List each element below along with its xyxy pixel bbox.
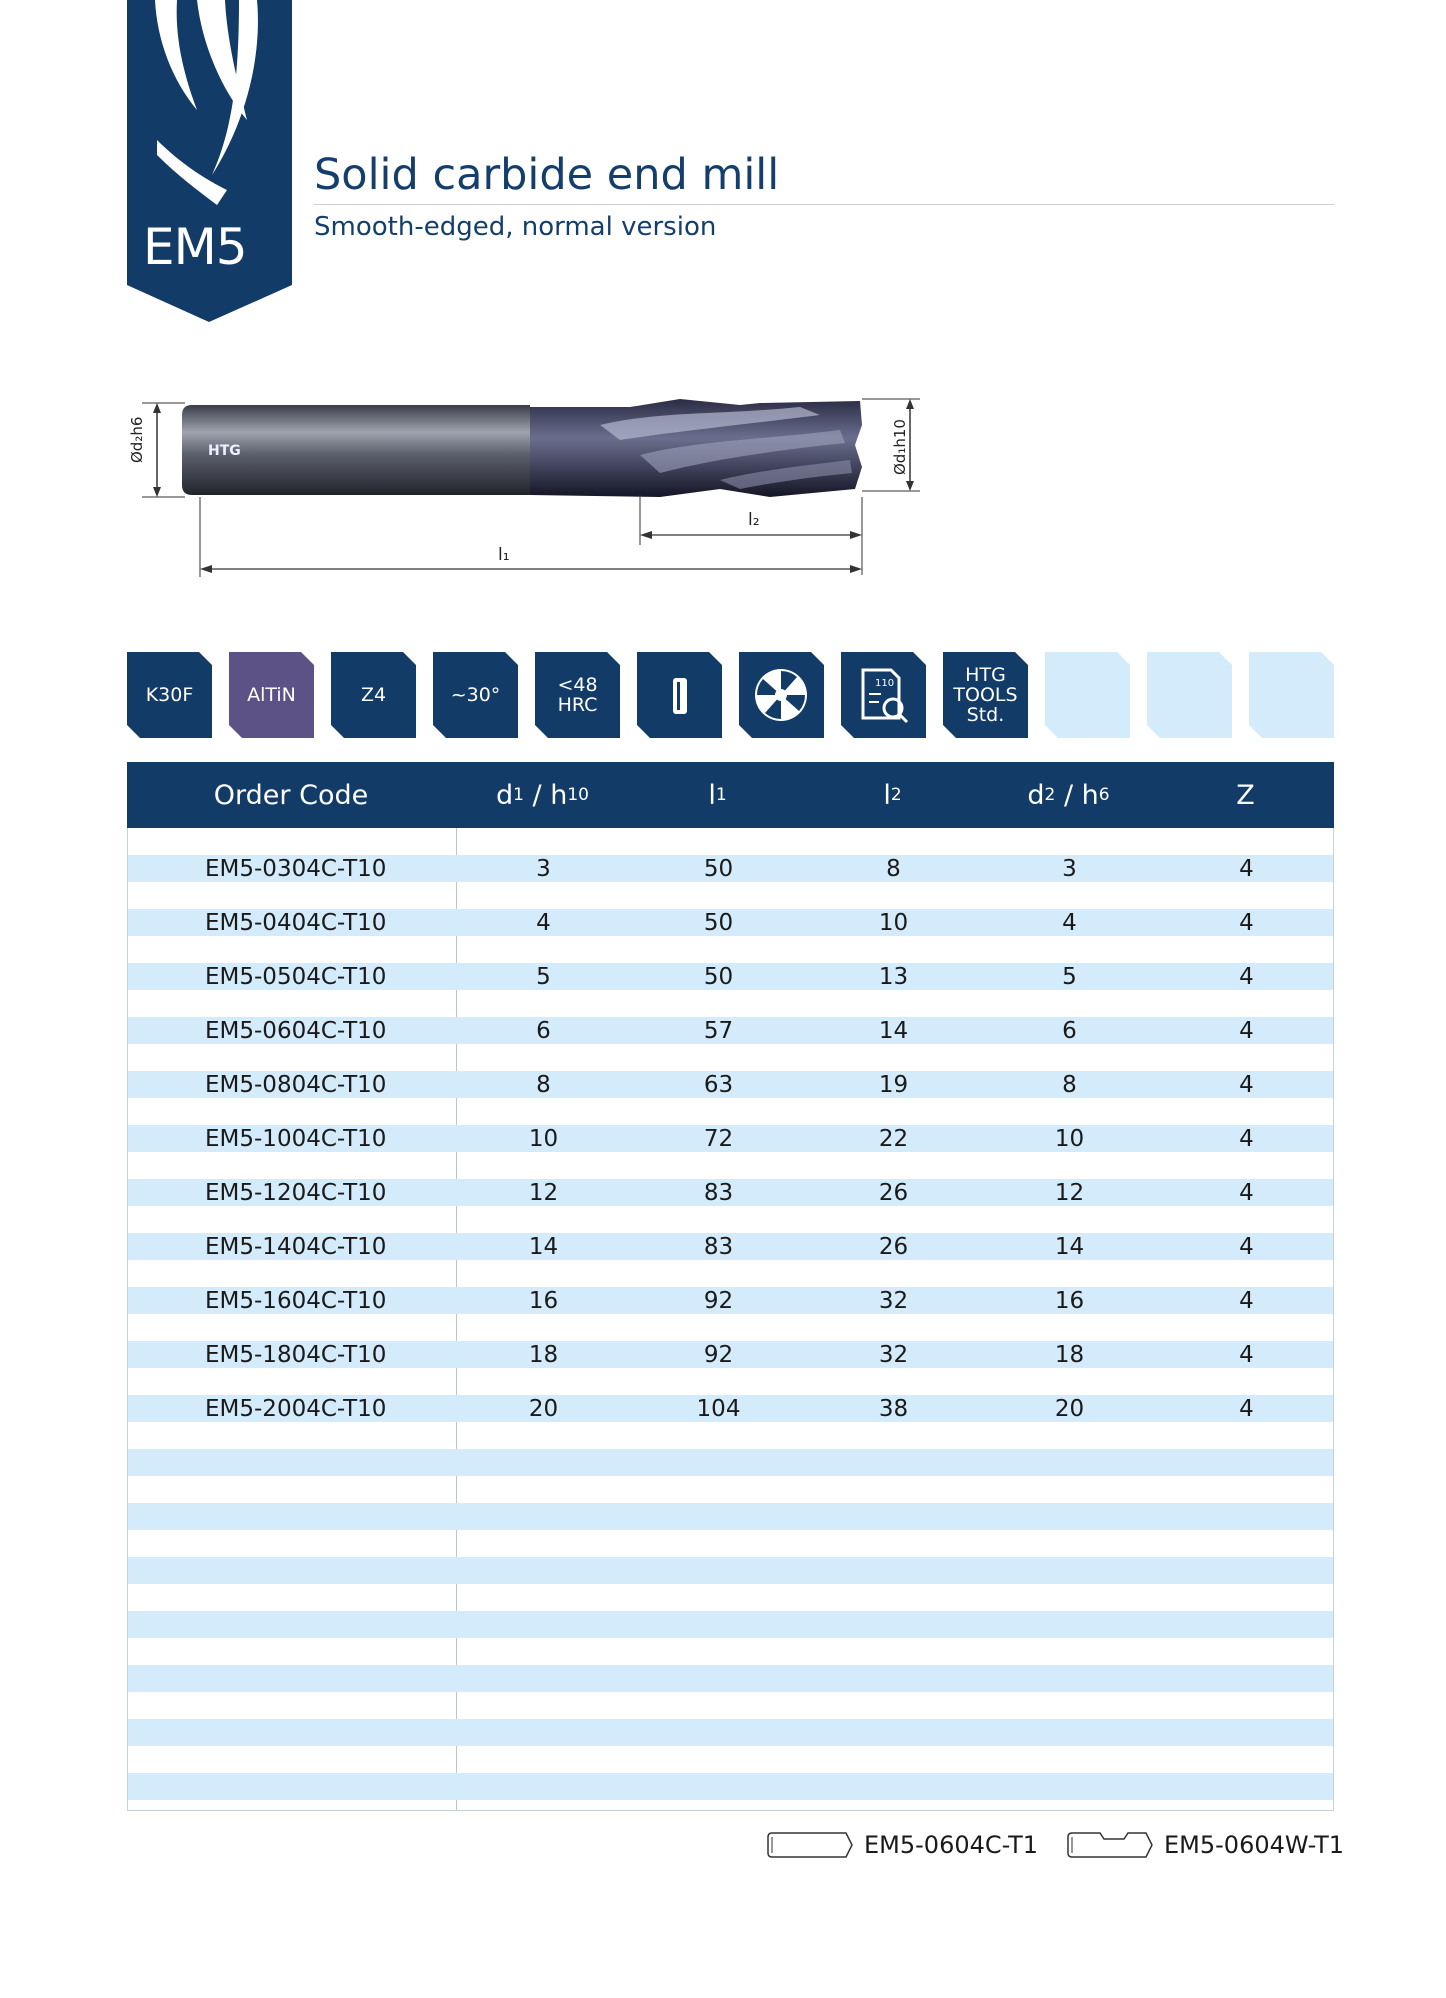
table-row (128, 946, 1333, 1000)
cell-code: EM5-1004C-T10 (205, 1125, 387, 1152)
cell-code: EM5-0304C-T10 (205, 855, 387, 882)
flute-cross-section-icon (755, 669, 807, 721)
cell-l2: 32 (878, 1287, 909, 1314)
footer-ref-2 (1066, 1830, 1344, 1860)
cell-code: EM5-2004C-T10 (205, 1395, 387, 1422)
property-empty (1045, 652, 1130, 738)
cell-d1: 5 (536, 963, 551, 990)
cell-d2: 6 (1062, 1017, 1077, 1044)
table-row (128, 1000, 1333, 1054)
table-row (128, 1378, 1333, 1432)
cell-z: 4 (1239, 1233, 1254, 1260)
cell-l2: 19 (878, 1071, 909, 1098)
svg-text:110: 110 (875, 678, 895, 689)
cell-z: 4 (1239, 1395, 1254, 1422)
weldon-shank-icon (1066, 1831, 1154, 1859)
order-table (127, 762, 1334, 1811)
cell-d2: 12 (1054, 1179, 1085, 1206)
property-icons (127, 652, 1334, 738)
cell-z: 4 (1239, 855, 1254, 882)
cell-d1: 14 (528, 1233, 559, 1260)
table-row (128, 1108, 1333, 1162)
l2-dimension-label: l₂ (748, 510, 760, 530)
footer-ref-2-code: EM5-0604W-T1 (1164, 1831, 1345, 1859)
property-label: HTG TOOLS Std. (953, 664, 1018, 726)
table-row (128, 1432, 1333, 1486)
cell-l1: 72 (703, 1125, 734, 1152)
table-row (128, 838, 1333, 892)
cell-code: EM5-0504C-T10 (205, 963, 387, 990)
cell-l1: 50 (703, 855, 734, 882)
footer-ref-1 (766, 1830, 1038, 1860)
brand-mark: HTG (208, 443, 241, 459)
cell-d1: 20 (528, 1395, 559, 1422)
table-row (128, 1216, 1333, 1270)
cell-l2: 22 (878, 1125, 909, 1152)
cell-z: 4 (1239, 1071, 1254, 1098)
property-badge (943, 652, 1028, 738)
table-row (128, 1054, 1333, 1108)
cell-l2: 26 (878, 1233, 909, 1260)
cell-d1: 16 (528, 1287, 559, 1314)
cell-l1: 83 (703, 1233, 734, 1260)
property-label: AlTiN (247, 684, 296, 706)
cell-l1: 92 (703, 1341, 734, 1368)
d1-dimension-label: Ød₁h10 (891, 419, 909, 475)
end-mill-drawing (120, 385, 950, 600)
cell-d1: 6 (536, 1017, 551, 1044)
cell-d1: 3 (536, 855, 551, 882)
property-label: ~30° (450, 684, 501, 706)
cell-d1: 10 (528, 1125, 559, 1152)
shank-icon (673, 678, 687, 714)
cell-d2: 10 (1054, 1125, 1085, 1152)
d2-dimension-label: Ød₂h6 (128, 416, 146, 463)
table-row (128, 1594, 1333, 1648)
l1-dimension-label: l₁ (498, 545, 510, 565)
cell-l2: 38 (878, 1395, 909, 1422)
cell-l2: 13 (878, 963, 909, 990)
table-row (128, 892, 1333, 946)
cell-l2: 8 (886, 855, 901, 882)
cell-code: EM5-1604C-T10 (205, 1287, 387, 1314)
cell-d2: 16 (1054, 1287, 1085, 1314)
table-row (128, 1648, 1333, 1702)
cell-z: 4 (1239, 963, 1254, 990)
property-shank-icon (637, 652, 722, 738)
cell-code: EM5-1404C-T10 (205, 1233, 387, 1260)
cell-d1: 12 (528, 1179, 559, 1206)
product-code: EM5 (143, 218, 247, 276)
col-z: Z (1236, 779, 1255, 811)
property-flute-cross-section-icon (739, 652, 824, 738)
cell-d1: 18 (528, 1341, 559, 1368)
property-badge (229, 652, 314, 738)
col-l2: l 2 (883, 779, 902, 811)
cell-code: EM5-0404C-T10 (205, 909, 387, 936)
cell-l1: 83 (703, 1179, 734, 1206)
cell-d2: 4 (1062, 909, 1077, 936)
col-d2-h6: d 2 / h 6 (1027, 779, 1110, 811)
property-label: <48 HRC (557, 674, 598, 716)
property-badge (535, 652, 620, 738)
cell-d1: 8 (536, 1071, 551, 1098)
col-l1: l 1 (708, 779, 727, 811)
cell-code: EM5-0604C-T10 (205, 1017, 387, 1044)
property-document-search-icon (841, 652, 926, 738)
cell-d2: 18 (1054, 1341, 1085, 1368)
property-label: Z4 (360, 684, 387, 706)
cell-z: 4 (1239, 1179, 1254, 1206)
cell-l1: 50 (703, 963, 734, 990)
property-badge (433, 652, 518, 738)
cell-l2: 14 (878, 1017, 909, 1044)
cell-code: EM5-0804C-T10 (205, 1071, 387, 1098)
title-divider (314, 204, 1334, 205)
page-subtitle: Smooth-edged, normal version (314, 212, 717, 242)
cell-z: 4 (1239, 909, 1254, 936)
cell-z: 4 (1239, 1341, 1254, 1368)
footer-ref-1-code: EM5-0604C-T1 (864, 1831, 1039, 1859)
cell-d1: 4 (536, 909, 551, 936)
cell-z: 4 (1239, 1287, 1254, 1314)
page-title: Solid carbide end mill (314, 150, 780, 200)
table-header (127, 762, 1334, 828)
cell-d2: 14 (1054, 1233, 1085, 1260)
cell-l1: 50 (703, 909, 734, 936)
table-row (128, 1702, 1333, 1756)
cell-l1: 92 (703, 1287, 734, 1314)
property-badge (331, 652, 416, 738)
table-row (128, 1270, 1333, 1324)
property-empty (1147, 652, 1232, 738)
cell-d2: 8 (1062, 1071, 1077, 1098)
table-row (128, 1540, 1333, 1594)
cell-l2: 32 (878, 1341, 909, 1368)
property-badge (127, 652, 212, 738)
cell-d2: 3 (1062, 855, 1077, 882)
table-row (128, 1324, 1333, 1378)
property-label: K30F (145, 684, 194, 706)
cell-l1: 63 (703, 1071, 734, 1098)
table-body (127, 828, 1334, 1811)
straight-shank-icon (766, 1831, 854, 1859)
cell-code: EM5-1804C-T10 (205, 1341, 387, 1368)
col-order-code: Order Code (213, 779, 369, 811)
table-row (128, 1756, 1333, 1810)
cell-z: 4 (1239, 1125, 1254, 1152)
cell-d2: 5 (1062, 963, 1077, 990)
table-row (128, 1486, 1333, 1540)
cell-l2: 26 (878, 1179, 909, 1206)
cell-l2: 10 (878, 909, 909, 936)
cell-z: 4 (1239, 1017, 1254, 1044)
property-empty (1249, 652, 1334, 738)
cell-code: EM5-1204C-T10 (205, 1179, 387, 1206)
cell-d2: 20 (1054, 1395, 1085, 1422)
table-row (128, 1162, 1333, 1216)
col-d1-h10: d 1 / h 10 (496, 779, 589, 811)
cell-l1: 57 (703, 1017, 734, 1044)
cell-l1: 104 (696, 1395, 741, 1422)
